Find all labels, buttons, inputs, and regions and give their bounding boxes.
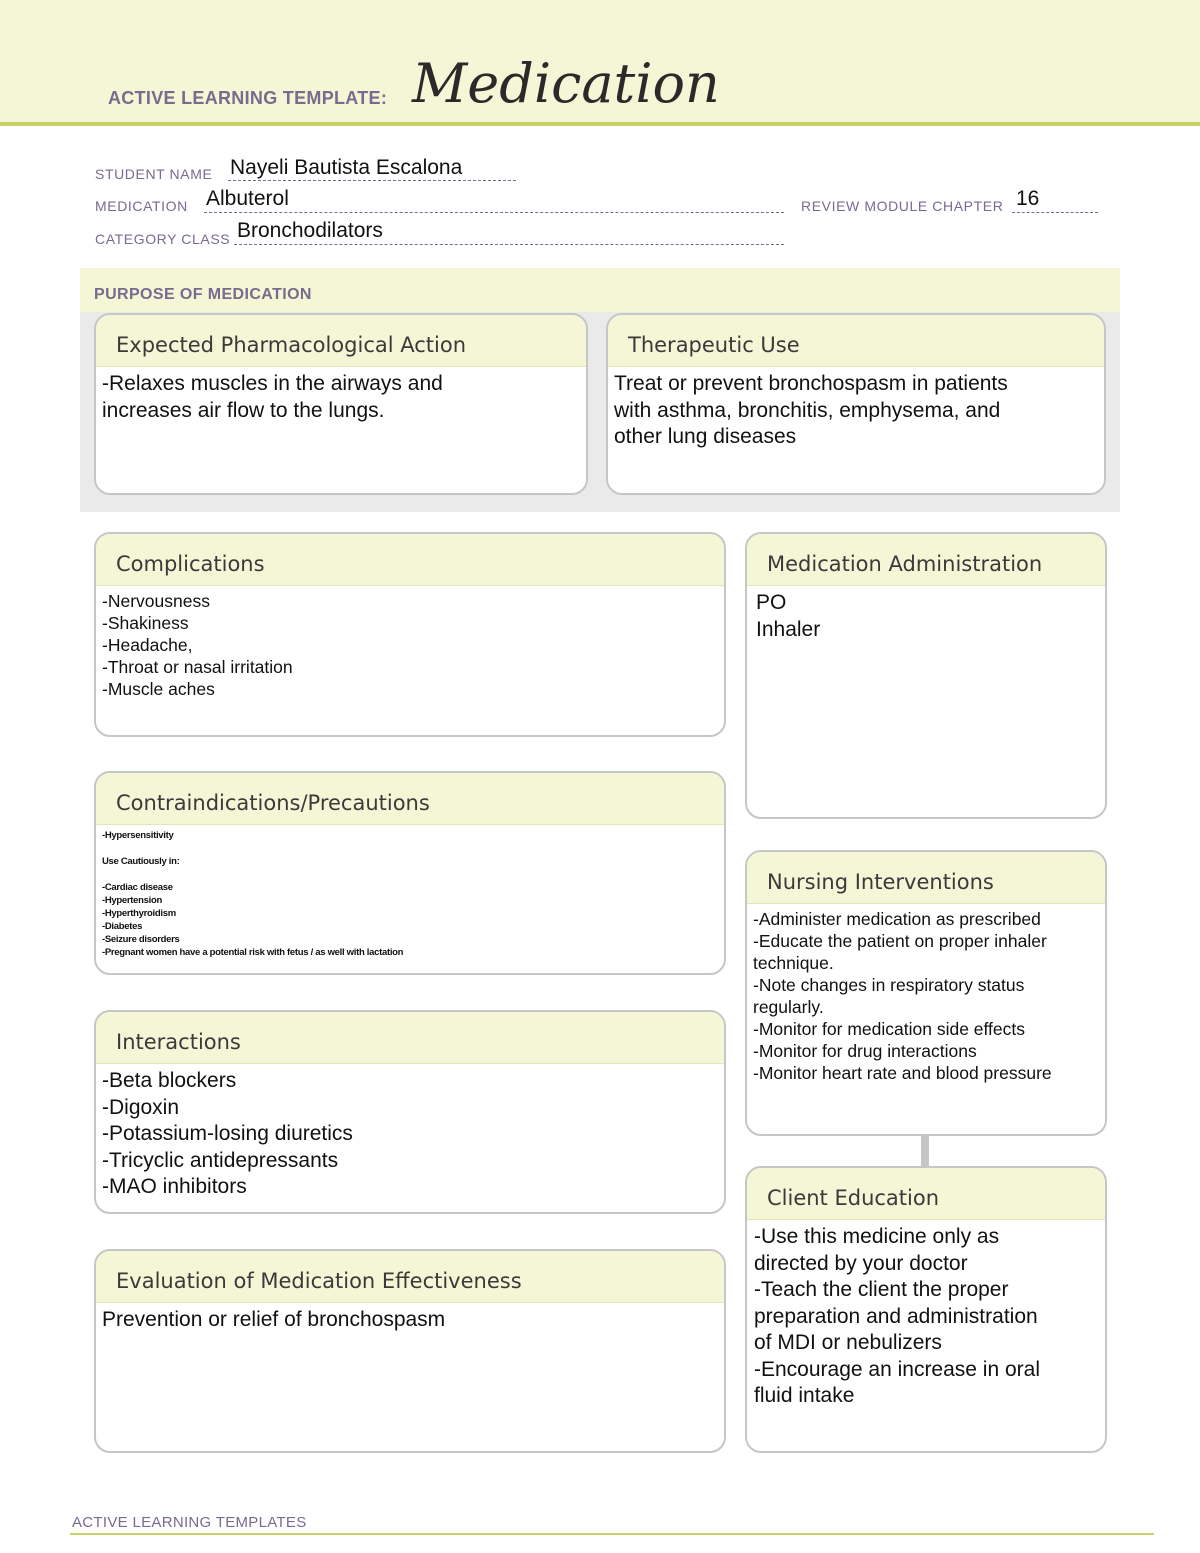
contraindications-card (94, 771, 726, 975)
interactions-card (94, 1010, 726, 1214)
medication-value[interactable]: Albuterol (206, 187, 289, 210)
expected-action-body[interactable]: -Relaxes muscles in the airways and increases air flow to the lungs. (102, 372, 443, 422)
evaluation-card (94, 1249, 726, 1453)
evaluation-title: Evaluation of Medication Effectiveness (96, 1251, 724, 1303)
nursing-interventions-card (745, 850, 1107, 1136)
student-name-label: STUDENT NAME (95, 166, 213, 182)
medication-line (204, 212, 784, 213)
template-title: Medication (412, 52, 720, 115)
complications-body[interactable]: -Nervousness -Shakiness -Headache, -Throat or nasal irritation -Muscle aches (102, 591, 293, 699)
footer-divider (70, 1533, 1154, 1535)
therapeutic-use-title: Therapeutic Use (608, 315, 1104, 367)
therapeutic-use-card (606, 313, 1106, 495)
client-education-title: Client Education (747, 1168, 1105, 1220)
category-class-value[interactable]: Bronchodilators (237, 219, 383, 242)
student-name-value[interactable]: Nayeli Bautista Escalona (230, 156, 463, 179)
category-class-label: CATEGORY CLASS (95, 231, 231, 247)
header-divider (0, 122, 1200, 126)
complications-card (94, 532, 726, 737)
interactions-title: Interactions (96, 1012, 724, 1064)
contraindications-body[interactable]: -Hypersensitivity Use Cautiously in: -Cardiac disease -Hypertension -Hyperthyroidism -Diabetes -Seizure disorders -Pregnant women have a potential risk with fetus / as well with lactation (102, 830, 404, 958)
nursing-interventions-title: Nursing Interventions (747, 852, 1105, 904)
interactions-body[interactable]: -Beta blockers -Digoxin -Potassium-losing diuretics -Tricyclic antidepressants -MAO inhibitors (102, 1069, 353, 1198)
expected-action-card (94, 313, 588, 495)
review-module-chapter-value[interactable]: 16 (1016, 187, 1040, 210)
template-label: ACTIVE LEARNING TEMPLATE: (108, 88, 388, 108)
nursing-interventions-body[interactable]: -Administer medication as prescribed -Educate the patient on proper inhaler technique. -Note changes in respiratory status regularly. -Monitor for medication side effects -Monitor for drug interactions -Monitor heart rate and blood pressure (753, 909, 1052, 1083)
medication-label: MEDICATION (95, 198, 188, 214)
card-connector (921, 1134, 929, 1166)
review-module-chapter-label: REVIEW MODULE CHAPTER (801, 198, 1004, 214)
expected-action-title: Expected Pharmacological Action (96, 315, 586, 367)
client-education-card (745, 1166, 1107, 1453)
category-class-line (234, 244, 784, 245)
medication-administration-body[interactable]: PO Inhaler (756, 591, 821, 641)
therapeutic-use-body[interactable]: Treat or prevent bronchospasm in patients with asthma, bronchitis, emphysema, and other lung diseases (614, 372, 1008, 448)
medication-administration-card (745, 532, 1107, 819)
purpose-title: PURPOSE OF MEDICATION (94, 286, 312, 303)
contraindications-title: Contraindications/Precautions (96, 773, 724, 825)
footer-label: ACTIVE LEARNING TEMPLATES (72, 1514, 307, 1531)
evaluation-body[interactable]: Prevention or relief of bronchospasm (102, 1308, 446, 1331)
student-name-line (228, 180, 516, 181)
medication-administration-title: Medication Administration (747, 534, 1105, 586)
client-education-body[interactable]: -Use this medicine only as directed by your doctor -Teach the client the proper preparation and administration of MDI or nebulizers -Encourage an increase in oral fluid intake (754, 1225, 1041, 1407)
complications-title: Complications (96, 534, 724, 586)
review-module-chapter-line (1012, 212, 1098, 213)
